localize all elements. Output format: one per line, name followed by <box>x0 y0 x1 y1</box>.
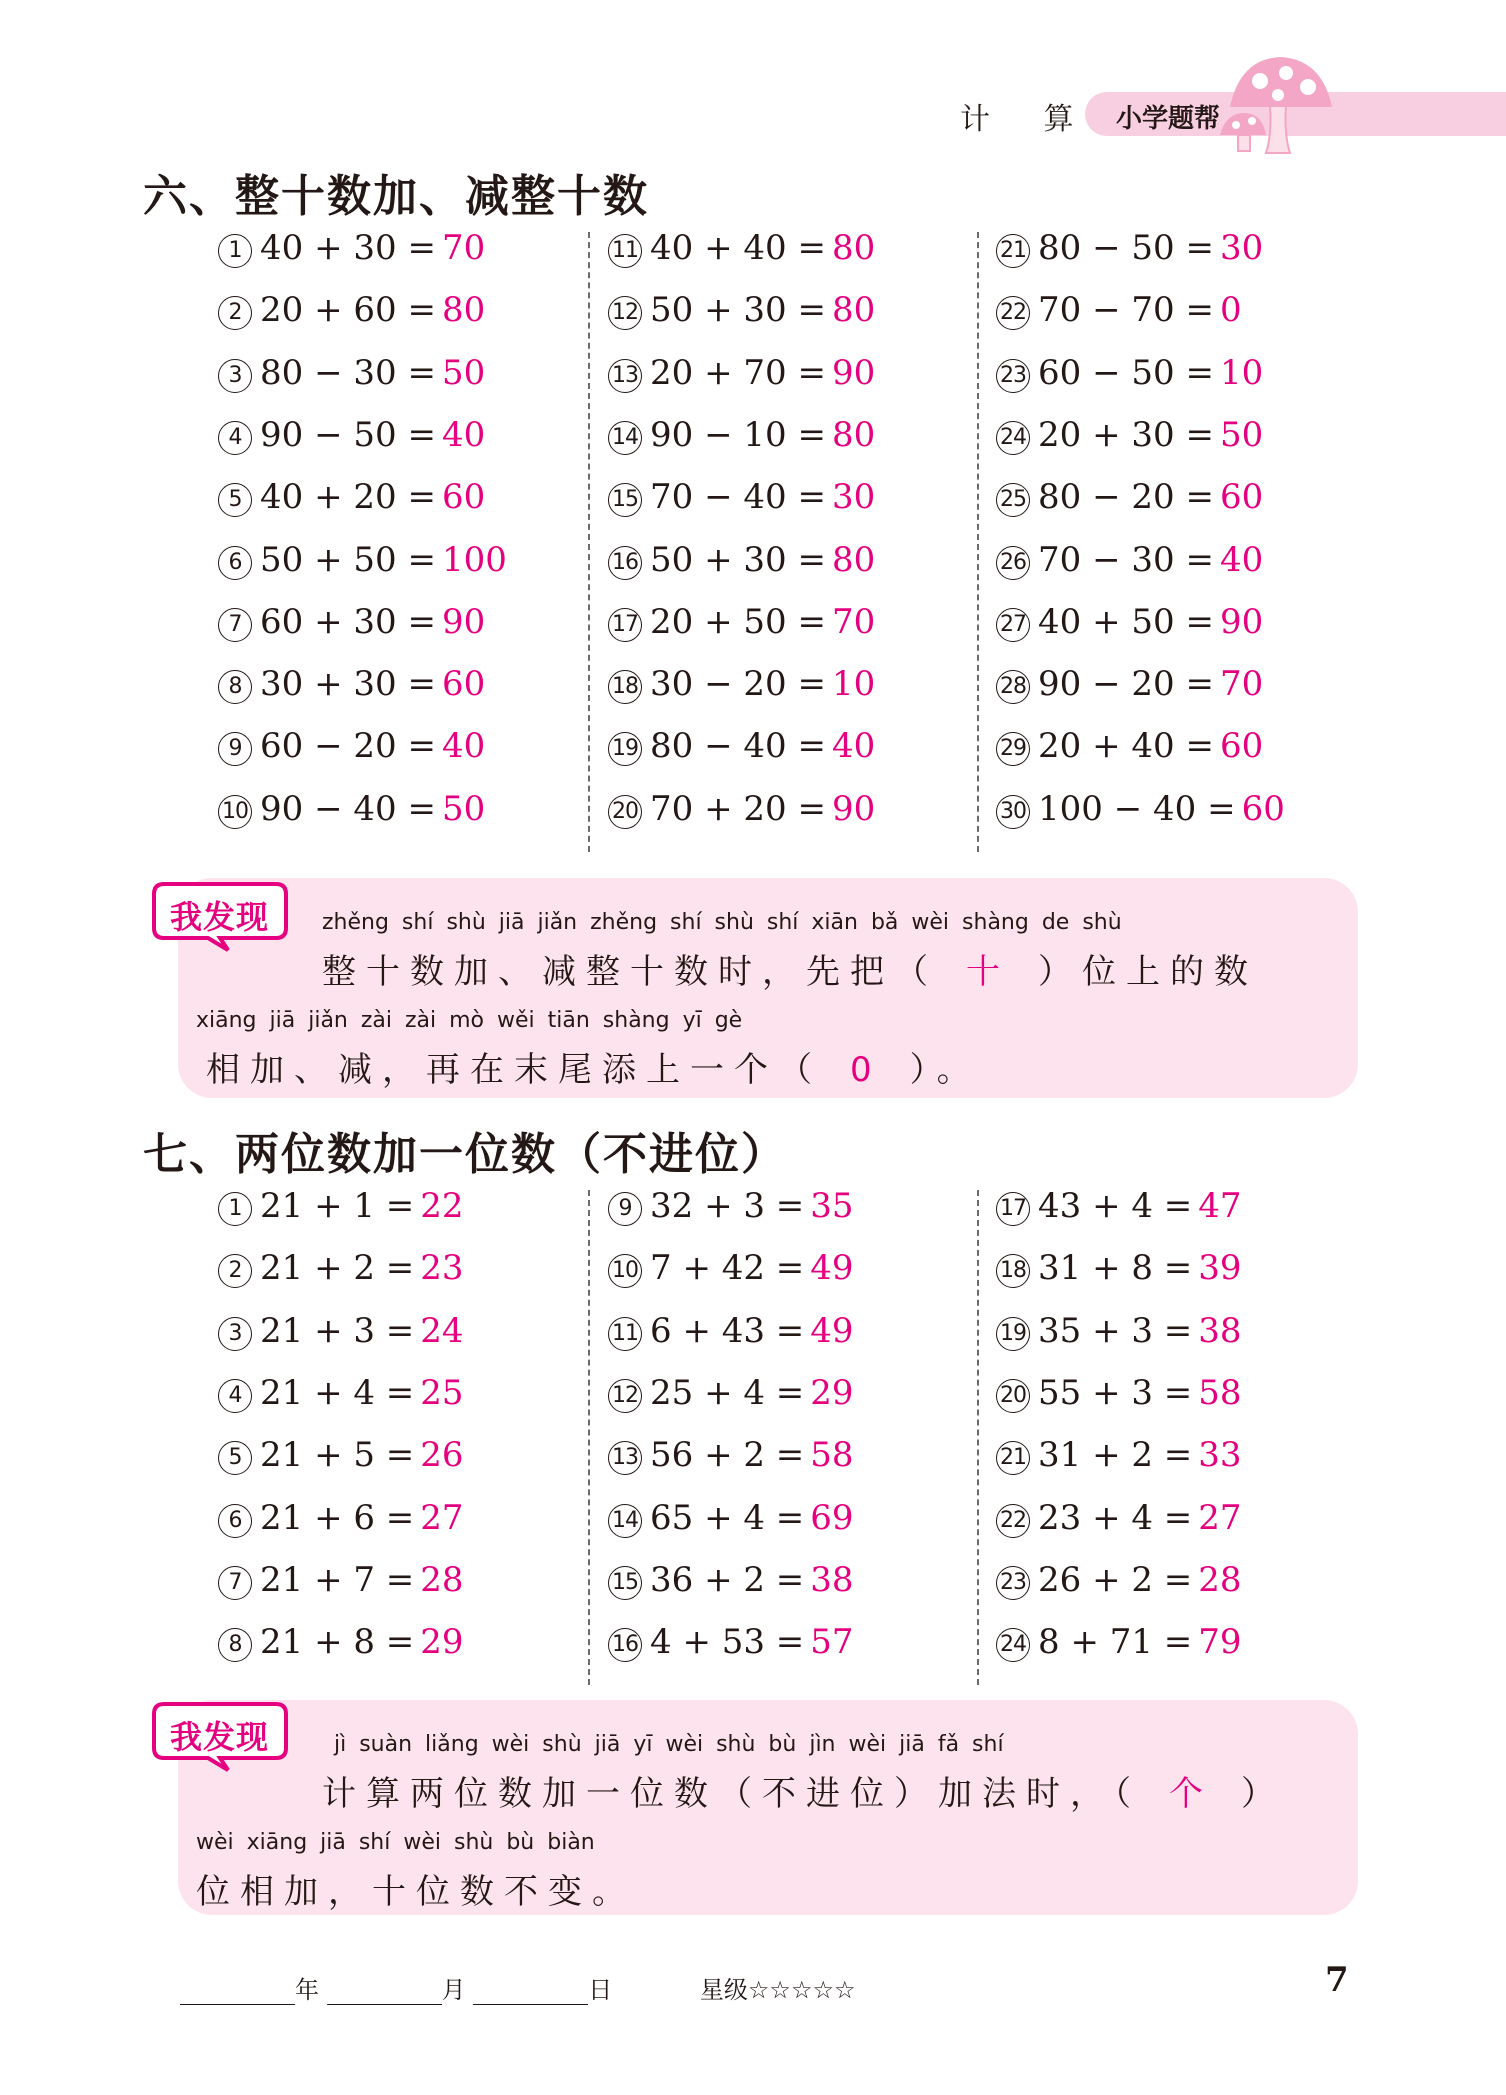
exercise-row <box>608 1435 854 1475</box>
exercise-question: 20 + 70 = <box>650 352 826 393</box>
exercise-question: 32 + 3 = <box>650 1186 805 1226</box>
exercise-answer: 29 <box>810 1372 854 1413</box>
exercise-row <box>218 726 485 766</box>
exercise-question: 20 + 60 = <box>260 290 436 331</box>
exercise-row <box>608 290 875 330</box>
exercise-row <box>608 540 875 580</box>
exercise-question: 50 + 50 = <box>260 539 436 580</box>
exercise-answer: 23 <box>420 1248 464 1289</box>
exercise-row <box>218 1373 464 1413</box>
exercise-number: 24 <box>996 421 1030 455</box>
exercise-question: 21 + 4 = <box>260 1372 415 1413</box>
exercise-answer: 58 <box>1198 1372 1242 1413</box>
exercise-answer: 90 <box>441 601 486 642</box>
exercise-answer: 80 <box>831 290 876 331</box>
exercise-answer: 80 <box>441 290 486 331</box>
exercise-question: 80 − 50 = <box>1038 228 1214 268</box>
exercise-number: 4 <box>218 421 252 455</box>
exercise-row <box>608 1311 854 1351</box>
exercise-question: 30 − 20 = <box>650 664 826 705</box>
exercise-answer: 35 <box>810 1186 854 1226</box>
exercise-question: 20 + 30 = <box>1038 414 1214 455</box>
discovery-text: 整十数加、减整十数时，先把（ <box>322 952 938 992</box>
exercise-answer: 29 <box>420 1622 464 1663</box>
discovery-text-line <box>196 1864 636 1913</box>
exercise-question: 21 + 6 = <box>260 1497 415 1538</box>
exercise-question: 50 + 30 = <box>650 539 826 580</box>
exercise-question: 21 + 7 = <box>260 1559 415 1600</box>
column-divider <box>588 232 590 852</box>
exercise-answer: 60 <box>1241 788 1285 829</box>
exercise-row <box>608 1373 854 1413</box>
exercise-row <box>608 415 875 455</box>
exercise-answer: 60 <box>1219 726 1264 767</box>
exercise-number: 13 <box>608 359 642 393</box>
exercise-question: 56 + 2 = <box>650 1435 805 1476</box>
exercise-row <box>996 540 1263 580</box>
exercise-answer: 33 <box>1198 1435 1242 1476</box>
exercise-number: 7 <box>218 608 252 642</box>
exercise-row <box>996 1373 1242 1413</box>
month-blank[interactable] <box>327 1982 442 2005</box>
exercise-answer: 39 <box>1198 1248 1242 1289</box>
exercise-question: 7 + 42 = <box>650 1248 805 1289</box>
exercise-question: 90 − 50 = <box>260 414 436 455</box>
exercise-question: 4 + 53 = <box>650 1622 805 1663</box>
exercise-number: 3 <box>218 1317 252 1351</box>
exercise-question: 31 + 8 = <box>1038 1248 1193 1289</box>
section6-title: 六、整十数加、减整十数 <box>143 171 649 222</box>
exercise-row <box>218 1311 464 1351</box>
exercise-row <box>608 602 875 642</box>
exercise-row <box>608 353 875 393</box>
pinyin-line: zhěng shí shù jiā jiǎn zhěng shí shù shí xiān bǎ wèi shàng de shù <box>322 910 1122 935</box>
exercise-answer: 47 <box>1198 1186 1242 1226</box>
exercise-row <box>996 290 1242 330</box>
footer-date-rating <box>180 1970 856 2005</box>
exercise-question: 60 − 50 = <box>1038 352 1214 393</box>
exercise-number: 9 <box>608 1192 642 1226</box>
pinyin-line: jì suàn liǎng wèi shù jiā yī wèi shù bù jìn wèi jiā fǎ shí <box>334 1732 1004 1757</box>
exercise-question: 60 − 20 = <box>260 726 436 767</box>
exercise-answer: 80 <box>831 228 876 268</box>
exercise-question: 40 + 40 = <box>650 228 826 268</box>
exercise-answer: 90 <box>831 788 876 829</box>
exercise-row <box>608 789 875 829</box>
exercise-answer: 90 <box>831 352 876 393</box>
exercise-number: 14 <box>608 1504 642 1538</box>
exercise-question: 25 + 4 = <box>650 1372 805 1413</box>
year-label: 年 <box>295 1976 319 2004</box>
exercise-number: 20 <box>996 1379 1030 1413</box>
exercise-number: 5 <box>218 483 252 517</box>
exercise-row <box>608 1498 854 1538</box>
pinyin-line: xiāng jiā jiǎn zài zài mò wěi tiān shàng yī gè <box>196 1008 743 1033</box>
header-brand: 小学题帮 <box>1116 104 1221 134</box>
exercise-question: 80 − 40 = <box>650 726 826 767</box>
blank-answer: 十 <box>966 952 1010 992</box>
exercise-answer: 26 <box>420 1435 464 1476</box>
exercise-question: 21 + 1 = <box>260 1186 415 1226</box>
discovery-text: 相加、减，再在末尾添上一个（ <box>206 1050 822 1090</box>
exercise-number: 23 <box>996 359 1030 393</box>
exercise-answer: 30 <box>831 477 876 518</box>
exercise-number: 25 <box>996 483 1030 517</box>
exercise-row <box>996 415 1263 455</box>
exercise-answer: 38 <box>1198 1310 1242 1351</box>
exercise-question: 40 + 20 = <box>260 477 436 518</box>
exercise-answer: 10 <box>1219 352 1264 393</box>
exercise-answer: 28 <box>420 1559 464 1600</box>
exercise-question: 23 + 4 = <box>1038 1497 1193 1538</box>
exercise-question: 43 + 4 = <box>1038 1186 1193 1226</box>
exercise-number: 20 <box>608 795 642 829</box>
exercise-answer: 27 <box>1198 1497 1242 1538</box>
exercise-number: 22 <box>996 296 1030 330</box>
exercise-question: 70 − 30 = <box>1038 539 1214 580</box>
exercise-answer: 24 <box>420 1310 464 1351</box>
exercise-row <box>996 1186 1242 1226</box>
exercise-answer: 60 <box>441 477 486 518</box>
exercise-row <box>218 1622 464 1662</box>
exercise-row <box>608 1186 854 1226</box>
exercise-question: 20 + 50 = <box>650 601 826 642</box>
exercise-row <box>608 726 875 766</box>
discovery-badge-label: 我发现 <box>170 898 270 936</box>
exercise-row <box>218 415 485 455</box>
exercise-answer: 58 <box>810 1435 854 1476</box>
blank-answer: 0 <box>850 1050 882 1090</box>
exercise-number: 21 <box>996 1441 1030 1475</box>
exercise-number: 6 <box>218 546 252 580</box>
exercise-row <box>218 228 485 268</box>
exercise-number: 26 <box>996 546 1030 580</box>
discovery-text-line <box>322 1766 1285 1815</box>
discovery-text: 计算两位数加一位数（不进位）加法时，（ <box>322 1774 1141 1814</box>
exercise-row <box>218 1498 464 1538</box>
blank-answer: 个 <box>1169 1774 1213 1814</box>
exercise-number: 10 <box>608 1254 642 1288</box>
exercise-answer: 60 <box>441 664 486 705</box>
exercise-answer: 60 <box>1219 477 1264 518</box>
exercise-number: 12 <box>608 1379 642 1413</box>
star-rating[interactable]: 星级☆☆☆☆☆ <box>699 1976 856 2004</box>
exercise-number: 1 <box>218 234 252 268</box>
exercise-answer: 70 <box>831 601 876 642</box>
exercise-answer: 40 <box>441 414 486 455</box>
month-label: 月 <box>441 1976 466 2004</box>
exercise-answer: 50 <box>1219 414 1264 455</box>
exercise-row <box>608 477 875 517</box>
exercise-question: 90 − 20 = <box>1038 664 1214 705</box>
exercise-question: 21 + 2 = <box>260 1248 415 1289</box>
exercise-number: 22 <box>996 1504 1030 1538</box>
exercise-answer: 30 <box>1219 228 1264 268</box>
column-divider <box>977 232 979 852</box>
exercise-answer: 0 <box>1219 290 1242 331</box>
exercise-row <box>218 664 485 704</box>
exercise-row <box>218 540 507 580</box>
exercise-row <box>996 477 1263 517</box>
exercise-answer: 38 <box>810 1559 854 1600</box>
column-divider <box>977 1190 979 1685</box>
exercise-number: 28 <box>996 670 1030 704</box>
exercise-answer: 25 <box>420 1372 464 1413</box>
exercise-question: 21 + 5 = <box>260 1435 415 1476</box>
discovery-text: ） <box>1241 1774 1285 1814</box>
exercise-number: 18 <box>608 670 642 704</box>
exercise-row <box>996 1311 1242 1351</box>
exercise-row <box>218 290 485 330</box>
exercise-number: 19 <box>608 732 642 766</box>
exercise-question: 6 + 43 = <box>650 1310 805 1351</box>
exercise-number: 14 <box>608 421 642 455</box>
exercise-answer: 57 <box>810 1622 854 1663</box>
pinyin-line: wèi xiāng jiā shí wèi shù bù biàn <box>196 1830 595 1855</box>
exercise-question: 90 − 10 = <box>650 414 826 455</box>
exercise-question: 90 − 40 = <box>260 788 436 829</box>
exercise-answer: 28 <box>1198 1559 1242 1600</box>
exercise-number: 15 <box>608 483 642 517</box>
exercise-question: 70 − 70 = <box>1038 290 1214 331</box>
exercise-number: 17 <box>608 608 642 642</box>
exercise-number: 13 <box>608 1441 642 1475</box>
discovery-badge-label: 我发现 <box>170 1718 270 1756</box>
exercise-question: 30 + 30 = <box>260 664 436 705</box>
exercise-number: 18 <box>996 1254 1030 1288</box>
exercise-row <box>218 1248 464 1288</box>
exercise-number: 5 <box>218 1441 252 1475</box>
exercise-answer: 10 <box>831 664 876 705</box>
exercise-answer: 27 <box>420 1497 464 1538</box>
exercise-number: 4 <box>218 1379 252 1413</box>
exercise-row <box>608 228 875 268</box>
exercise-answer: 90 <box>1219 601 1264 642</box>
exercise-question: 100 − 40 = <box>1038 788 1236 829</box>
exercise-row <box>608 664 875 704</box>
exercise-question: 80 − 20 = <box>1038 477 1214 518</box>
exercise-number: 27 <box>996 608 1030 642</box>
exercise-number: 15 <box>608 1566 642 1600</box>
exercise-answer: 70 <box>1219 664 1264 705</box>
page-number: 7 <box>1325 1960 1349 2000</box>
exercise-row <box>996 1498 1242 1538</box>
exercise-row <box>218 602 485 642</box>
day-blank[interactable] <box>473 1982 588 2005</box>
exercise-number: 19 <box>996 1317 1030 1351</box>
exercise-number: 17 <box>996 1192 1030 1226</box>
exercise-answer: 69 <box>810 1497 854 1538</box>
exercise-number: 2 <box>218 296 252 330</box>
exercise-answer: 50 <box>441 352 486 393</box>
exercise-question: 65 + 4 = <box>650 1497 805 1538</box>
exercise-number: 11 <box>608 1317 642 1351</box>
exercise-number: 24 <box>996 1628 1030 1662</box>
exercise-number: 7 <box>218 1566 252 1600</box>
exercise-row <box>608 1248 854 1288</box>
exercise-number: 16 <box>608 546 642 580</box>
exercise-answer: 80 <box>831 414 876 455</box>
exercise-number: 16 <box>608 1628 642 1662</box>
exercise-question: 21 + 3 = <box>260 1310 415 1351</box>
discovery-text: ）。 <box>909 1050 981 1090</box>
exercise-row <box>996 1248 1242 1288</box>
exercise-row <box>996 789 1285 829</box>
exercise-question: 70 + 20 = <box>650 788 826 829</box>
exercise-row <box>996 664 1263 704</box>
exercise-answer: 49 <box>810 1248 854 1289</box>
exercise-row <box>996 228 1263 268</box>
exercise-number: 23 <box>996 1566 1030 1600</box>
exercise-answer: 40 <box>441 726 486 767</box>
exercise-row <box>218 1435 464 1475</box>
exercise-row <box>996 1435 1242 1475</box>
exercise-question: 50 + 30 = <box>650 290 826 331</box>
exercise-number: 1 <box>218 1192 252 1226</box>
column-divider <box>588 1190 590 1685</box>
exercise-question: 21 + 8 = <box>260 1622 415 1663</box>
discovery-text-line <box>322 944 1258 993</box>
exercise-row <box>218 1186 464 1226</box>
exercise-number: 21 <box>996 234 1030 268</box>
exercise-number: 8 <box>218 1628 252 1662</box>
exercise-answer: 40 <box>831 726 876 767</box>
exercise-row <box>996 726 1263 766</box>
exercise-row <box>996 1622 1242 1662</box>
exercise-row <box>996 602 1263 642</box>
exercise-question: 60 + 30 = <box>260 601 436 642</box>
exercise-row <box>218 353 485 393</box>
exercise-question: 40 + 30 = <box>260 228 436 268</box>
exercise-row <box>996 1560 1242 1600</box>
exercise-number: 3 <box>218 359 252 393</box>
exercise-row <box>218 1560 464 1600</box>
exercise-row <box>218 789 485 829</box>
exercise-number: 10 <box>218 795 252 829</box>
exercise-question: 55 + 3 = <box>1038 1372 1193 1413</box>
exercise-number: 2 <box>218 1254 252 1288</box>
exercise-answer: 100 <box>441 539 507 580</box>
exercise-number: 29 <box>996 732 1030 766</box>
discovery-text: ）位上的数 <box>1038 952 1258 992</box>
exercise-question: 35 + 3 = <box>1038 1310 1193 1351</box>
exercise-row <box>996 353 1263 393</box>
exercise-question: 70 − 40 = <box>650 477 826 518</box>
exercise-question: 31 + 2 = <box>1038 1435 1193 1476</box>
discovery-text: 位相加，十位数不变。 <box>196 1872 636 1912</box>
exercise-question: 8 + 71 = <box>1038 1622 1193 1663</box>
exercise-answer: 50 <box>441 788 486 829</box>
year-blank[interactable] <box>180 1982 295 2005</box>
exercise-row <box>608 1560 854 1600</box>
exercise-question: 80 − 30 = <box>260 352 436 393</box>
exercise-number: 11 <box>608 234 642 268</box>
exercise-answer: 80 <box>831 539 876 580</box>
exercise-answer: 22 <box>420 1186 464 1226</box>
exercise-question: 26 + 2 = <box>1038 1559 1193 1600</box>
exercise-answer: 70 <box>441 228 486 268</box>
exercise-row <box>608 1622 854 1662</box>
exercise-answer: 49 <box>810 1310 854 1351</box>
exercise-number: 8 <box>218 670 252 704</box>
exercise-question: 36 + 2 = <box>650 1559 805 1600</box>
discovery-text-line <box>206 1042 981 1091</box>
exercise-number: 6 <box>218 1504 252 1538</box>
exercise-question: 40 + 50 = <box>1038 601 1214 642</box>
day-label: 日 <box>588 1976 613 2004</box>
section7-title: 七、两位数加一位数（不进位） <box>143 1129 787 1180</box>
exercise-question: 20 + 40 = <box>1038 726 1214 767</box>
exercise-answer: 79 <box>1198 1622 1242 1663</box>
exercise-row <box>218 477 485 517</box>
exercise-number: 9 <box>218 732 252 766</box>
exercise-number: 30 <box>996 795 1030 829</box>
exercise-answer: 40 <box>1219 539 1264 580</box>
mushroom-icon <box>1220 55 1340 155</box>
exercise-number: 12 <box>608 296 642 330</box>
header-subject: 计 算 <box>960 102 1096 137</box>
